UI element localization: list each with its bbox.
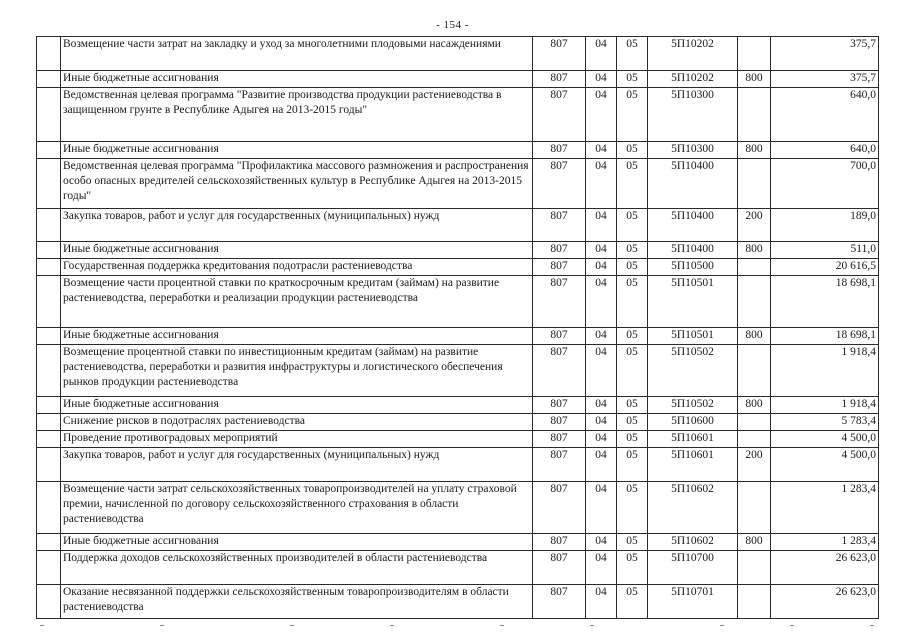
table-row [37, 259, 879, 276]
section-code: 04 [586, 345, 617, 397]
row-name: Оказание несвязанной поддержки сельскохозяйственным товаропроизводителям в области растениеводства [61, 585, 533, 619]
expense-type-code [738, 431, 771, 448]
blank-cell [37, 397, 61, 414]
blank-cell [37, 482, 61, 534]
budget-table [36, 36, 879, 619]
section-code: 04 [586, 551, 617, 585]
amount: 375,7 [771, 37, 879, 71]
section-code: 04 [586, 259, 617, 276]
subsection-code: 05 [617, 585, 648, 619]
target-article-code: 5П10600 [648, 414, 738, 431]
blank-cell [37, 276, 61, 328]
subsection-code: 05 [617, 71, 648, 88]
section-code: 04 [586, 585, 617, 619]
target-article-code: 5П10300 [648, 88, 738, 142]
row-name: Возмещение части процентной ставки по краткосрочным кредитам (займам) на развитие растениеводства, переработки и реализации продукции растениеводства [61, 276, 533, 328]
section-code: 04 [586, 397, 617, 414]
section-code: 04 [586, 159, 617, 209]
target-article-code: 5П10602 [648, 534, 738, 551]
expense-type-code: 800 [738, 534, 771, 551]
ministry-code: 807 [533, 414, 586, 431]
blank-cell [37, 37, 61, 71]
table-row [37, 397, 879, 414]
section-code: 04 [586, 534, 617, 551]
expense-type-code [738, 345, 771, 397]
ministry-code: 807 [533, 37, 586, 71]
target-article-code: 5П10502 [648, 397, 738, 414]
row-name: Ведомственная целевая программа "Профилактика массового размножения и распространения особо опасных вредителей сельскохозяйственных культур в Республике Адыгея на 2013-2015 годы" [61, 159, 533, 209]
ministry-code: 807 [533, 585, 586, 619]
target-article-code: 5П10602 [648, 482, 738, 534]
subsection-code: 05 [617, 397, 648, 414]
amount: 18 698,1 [771, 276, 879, 328]
target-article-code: 5П10701 [648, 585, 738, 619]
expense-type-code [738, 585, 771, 619]
amount: 20 616,5 [771, 259, 879, 276]
amount: 375,7 [771, 71, 879, 88]
target-article-code: 5П10601 [648, 448, 738, 482]
blank-cell [37, 551, 61, 585]
expense-type-code: 800 [738, 71, 771, 88]
target-article-code: 5П10501 [648, 276, 738, 328]
section-code: 04 [586, 37, 617, 71]
row-name: Возмещение процентной ставки по инвестиционным кредитам (займам) на развитие растениеводства, переработки и развития инфраструктуры и логистического обеспечения рынков продукции растениеводства [61, 345, 533, 397]
amount: 1 918,4 [771, 397, 879, 414]
row-name: Иные бюджетные ассигнования [61, 534, 533, 551]
amount: 640,0 [771, 142, 879, 159]
ministry-code: 807 [533, 551, 586, 585]
blank-cell [37, 242, 61, 259]
row-name: Ведомственная целевая программа "Развитие производства продукции растениеводства в защищенном грунте в Республике Адыгея на 2013-2015 годы" [61, 88, 533, 142]
expense-type-code: 800 [738, 397, 771, 414]
section-code: 04 [586, 431, 617, 448]
target-article-code: 5П10300 [648, 142, 738, 159]
expense-type-code: 800 [738, 328, 771, 345]
ministry-code: 807 [533, 71, 586, 88]
expense-type-code [738, 159, 771, 209]
ministry-code: 807 [533, 431, 586, 448]
table-row [37, 242, 879, 259]
row-name: Государственная поддержка кредитования подотрасли растениеводства [61, 259, 533, 276]
page-number: - 154 - [436, 19, 469, 31]
target-article-code: 5П10400 [648, 242, 738, 259]
amount: 189,0 [771, 209, 879, 242]
ministry-code: 807 [533, 259, 586, 276]
blank-cell [37, 585, 61, 619]
target-article-code: 5П10400 [648, 159, 738, 209]
target-article-code: 5П10502 [648, 345, 738, 397]
row-name: Закупка товаров, работ и услуг для государственных (муниципальных) нужд [61, 209, 533, 242]
subsection-code: 05 [617, 345, 648, 397]
table-row [37, 37, 879, 71]
blank-cell [37, 345, 61, 397]
blank-cell [37, 142, 61, 159]
ministry-code: 807 [533, 142, 586, 159]
expense-type-code [738, 276, 771, 328]
ministry-code: 807 [533, 482, 586, 534]
blank-cell [37, 431, 61, 448]
expense-type-code [738, 88, 771, 142]
section-code: 04 [586, 414, 617, 431]
expense-type-code: 800 [738, 242, 771, 259]
expense-type-code [738, 259, 771, 276]
row-name: Иные бюджетные ассигнования [61, 328, 533, 345]
amount: 4 500,0 [771, 431, 879, 448]
table-row [37, 482, 879, 534]
table-row [37, 585, 879, 619]
section-code: 04 [586, 71, 617, 88]
row-name: Возмещение части затрат на закладку и уход за многолетними плодовыми насаждениями [61, 37, 533, 71]
section-code: 04 [586, 482, 617, 534]
ministry-code: 807 [533, 159, 586, 209]
ministry-code: 807 [533, 397, 586, 414]
table-row [37, 276, 879, 328]
table-row [37, 345, 879, 397]
blank-cell [37, 328, 61, 345]
section-code: 04 [586, 88, 617, 142]
ministry-code: 807 [533, 534, 586, 551]
expense-type-code: 200 [738, 448, 771, 482]
subsection-code: 05 [617, 142, 648, 159]
ministry-code: 807 [533, 345, 586, 397]
target-article-code: 5П10501 [648, 328, 738, 345]
expense-type-code [738, 414, 771, 431]
table-row [37, 328, 879, 345]
subsection-code: 05 [617, 328, 648, 345]
table-row [37, 209, 879, 242]
table-row [37, 431, 879, 448]
section-code: 04 [586, 448, 617, 482]
expense-type-code [738, 482, 771, 534]
amount: 4 500,0 [771, 448, 879, 482]
table-row [37, 142, 879, 159]
section-code: 04 [586, 276, 617, 328]
subsection-code: 05 [617, 414, 648, 431]
amount: 18 698,1 [771, 328, 879, 345]
expense-type-code [738, 551, 771, 585]
ministry-code: 807 [533, 88, 586, 142]
subsection-code: 05 [617, 259, 648, 276]
target-article-code: 5П10601 [648, 431, 738, 448]
row-name: Закупка товаров, работ и услуг для государственных (муниципальных) нужд [61, 448, 533, 482]
amount: 26 623,0 [771, 585, 879, 619]
ministry-code: 807 [533, 276, 586, 328]
amount: 5 783,4 [771, 414, 879, 431]
section-code: 04 [586, 142, 617, 159]
subsection-code: 05 [617, 159, 648, 209]
ministry-code: 807 [533, 242, 586, 259]
table-row [37, 551, 879, 585]
amount: 511,0 [771, 242, 879, 259]
target-article-code: 5П10500 [648, 259, 738, 276]
row-name: Возмещение части затрат сельскохозяйственных товаропроизводителей на уплату страховой премии, начисленной по договору сельскохозяйственного страхования в области растениеводства [61, 482, 533, 534]
expense-type-code [738, 37, 771, 71]
blank-cell [37, 159, 61, 209]
row-name: Иные бюджетные ассигнования [61, 242, 533, 259]
bottom-edge-marks [30, 625, 880, 631]
row-name: Иные бюджетные ассигнования [61, 397, 533, 414]
ministry-code: 807 [533, 448, 586, 482]
table-row [37, 448, 879, 482]
blank-cell [37, 448, 61, 482]
row-name: Иные бюджетные ассигнования [61, 142, 533, 159]
blank-cell [37, 209, 61, 242]
section-code: 04 [586, 209, 617, 242]
subsection-code: 05 [617, 242, 648, 259]
row-name: Снижение рисков в подотраслях растениеводства [61, 414, 533, 431]
subsection-code: 05 [617, 37, 648, 71]
blank-cell [37, 414, 61, 431]
amount: 640,0 [771, 88, 879, 142]
table-body [37, 37, 879, 619]
amount: 700,0 [771, 159, 879, 209]
table-row [37, 88, 879, 142]
expense-type-code: 800 [738, 142, 771, 159]
subsection-code: 05 [617, 209, 648, 242]
table-row [37, 414, 879, 431]
amount: 1 918,4 [771, 345, 879, 397]
section-code: 04 [586, 328, 617, 345]
subsection-code: 05 [617, 276, 648, 328]
blank-cell [37, 88, 61, 142]
target-article-code: 5П10400 [648, 209, 738, 242]
amount: 1 283,4 [771, 482, 879, 534]
expense-type-code: 200 [738, 209, 771, 242]
subsection-code: 05 [617, 534, 648, 551]
blank-cell [37, 534, 61, 551]
subsection-code: 05 [617, 448, 648, 482]
blank-cell [37, 259, 61, 276]
ministry-code: 807 [533, 209, 586, 242]
row-name: Поддержка доходов сельскохозяйственных производителей в области растениеводства [61, 551, 533, 585]
subsection-code: 05 [617, 482, 648, 534]
amount: 26 623,0 [771, 551, 879, 585]
subsection-code: 05 [617, 88, 648, 142]
table-row [37, 159, 879, 209]
subsection-code: 05 [617, 551, 648, 585]
ministry-code: 807 [533, 328, 586, 345]
subsection-code: 05 [617, 431, 648, 448]
target-article-code: 5П10202 [648, 37, 738, 71]
row-name: Иные бюджетные ассигнования [61, 71, 533, 88]
target-article-code: 5П10700 [648, 551, 738, 585]
blank-cell [37, 71, 61, 88]
target-article-code: 5П10202 [648, 71, 738, 88]
section-code: 04 [586, 242, 617, 259]
amount: 1 283,4 [771, 534, 879, 551]
table-row [37, 534, 879, 551]
table-row [37, 71, 879, 88]
row-name: Проведение противоградовых мероприятий [61, 431, 533, 448]
